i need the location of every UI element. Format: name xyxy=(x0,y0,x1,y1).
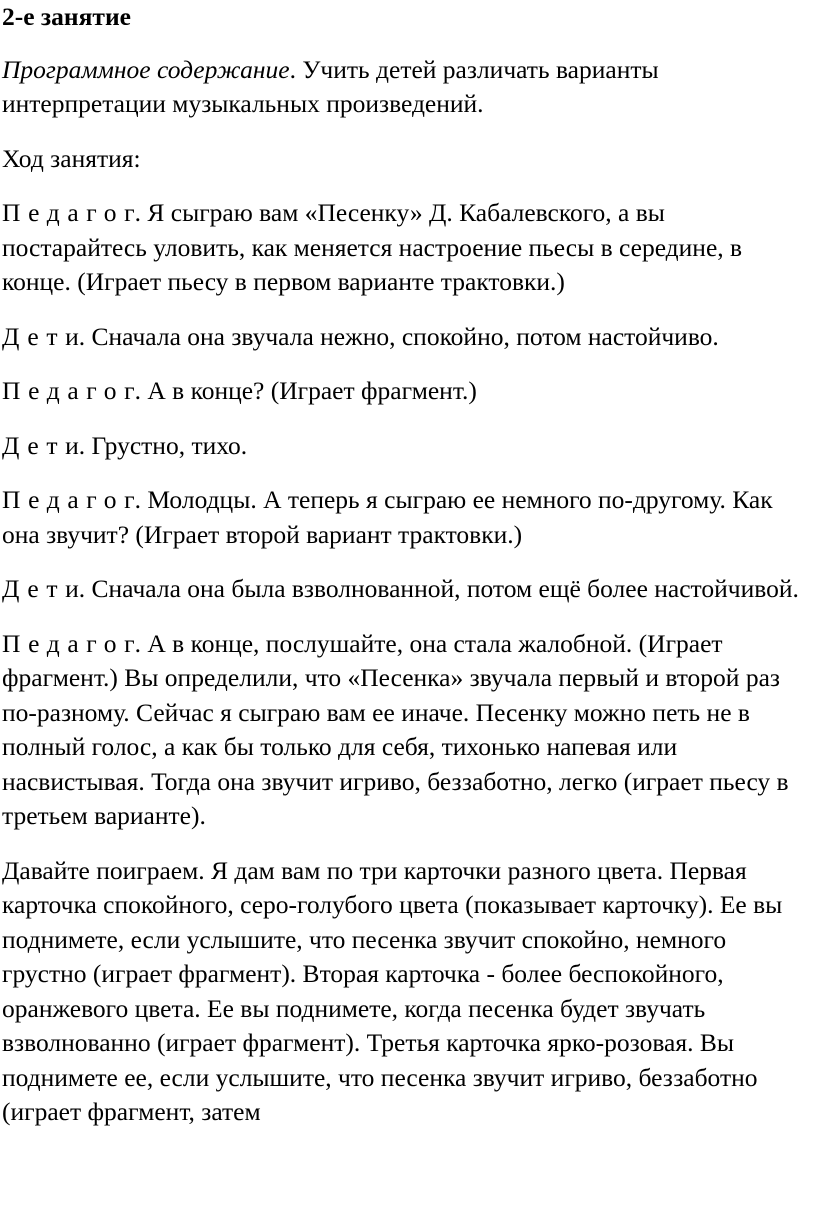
program-content-paragraph xyxy=(2,53,814,122)
program-content-label: Программное содержание xyxy=(2,54,290,84)
speaker-name: Педагог xyxy=(2,628,143,658)
dialogue-line xyxy=(2,429,814,464)
speaker-name: Педагог xyxy=(2,485,143,514)
dialogue-text: . Грустно, тихо. xyxy=(78,430,248,460)
dialogue-text: . А в конце, послушайте, она стала жалобной. (Играет фрагмент.) Вы определили, что «Песенка» звучала первый и второй раз по-разному. Сейчас я сыграю вам ее иначе. Песенку можно петь не в полный голос, а как бы только для себя, тихонько напевая или насвистывая. Тогда она звучит игриво, беззаботно, легко (играет пьесу в третьем варианте). xyxy=(2,628,789,830)
dialogue-line xyxy=(2,572,814,607)
dialogue-text: . А в конце? (Играет фрагмент.) xyxy=(134,376,477,405)
speaker-name: Дети xyxy=(2,321,87,351)
speaker-name: Дети xyxy=(2,574,87,603)
speaker-name: Педагог xyxy=(2,376,143,405)
dialogue-text: . Молодцы. А теперь я сыграю ее немного по-другому. Как она звучит? (Играет второй вариант трактовки.) xyxy=(2,485,773,549)
dialogue-text: . Сначала она была взволнованной, потом ещё более настойчивой. xyxy=(78,574,799,603)
dialogue-line xyxy=(2,320,814,355)
dialogue-line xyxy=(2,627,814,834)
dialogue-line xyxy=(2,374,814,409)
speaker-name: Дети xyxy=(2,430,87,460)
document-page xyxy=(2,0,814,1150)
dialogue-line xyxy=(2,483,814,552)
game-instructions-paragraph: Давайте поиграем. Я дам вам по три карточки разного цвета. Первая карточка спокойного, серо-голубого цвета (показывает карточку). Ее вы поднимете, если услышите, что песенка звучит спокойно, немного грустно (играет фрагмент). Вторая карточка - более беспокойного, оранжевого цвета. Ее вы поднимете, когда песенка будет звучать взволнованно (играет фрагмент). Третья карточка ярко-розовая. Вы поднимете ее, если услышите, что песенка звучит игриво, беззаботно (играет фрагмент, затем xyxy=(2,855,783,1126)
speaker-name: Педагог xyxy=(2,198,143,227)
dialogue-line xyxy=(2,196,814,300)
dialogue-text: . Сначала она звучала нежно, спокойно, потом настойчиво. xyxy=(78,321,719,351)
dialogue-text: . Я сыграю вам «Песенку» Д. Кабалевского, а вы постарайтесь уловить, как меняется настроение пьесы в середине, в конце. (Играет пьесу в первом варианте трактовки.) xyxy=(2,198,743,296)
lesson-title: 2-е занятие xyxy=(2,2,131,31)
lesson-progress-label: Ход занятия: xyxy=(2,143,141,173)
program-content-text: . Учить детей различать варианты интерпретации музыкальных произведений. xyxy=(2,54,659,118)
